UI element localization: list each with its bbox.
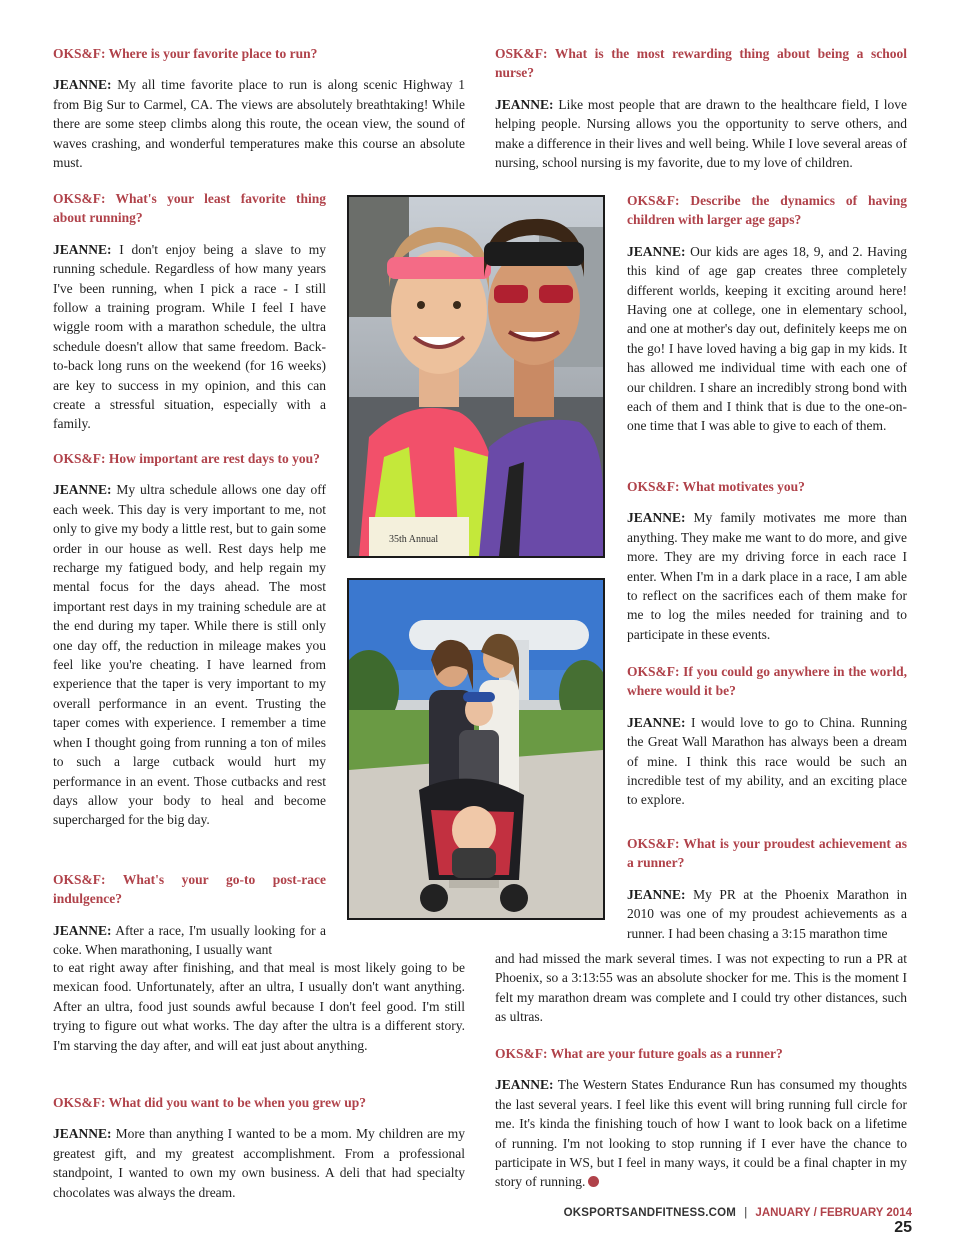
question-post-race: OKS&F: What's your go-to post-race indulgence?	[53, 872, 326, 907]
right-q4-block	[627, 662, 907, 810]
answer-speaker: JEANNE:	[627, 243, 686, 259]
question-age-gaps: OKS&F: Describe the dynamics of having children with larger age gaps?	[627, 193, 907, 228]
answer-proudest-part2: and had missed the mark several times. I was not expecting to run a PR at Phoenix, so a 3:13:55 was an absolute shocker for me. This is the moment I felt my marathon dream was complete and I could try other distances, such as ultras.	[495, 951, 907, 1025]
right-q1-block	[495, 44, 907, 172]
left-q2-block	[53, 189, 326, 434]
left-q4-continued	[53, 958, 465, 1055]
answer-text: Our kids are ages 18, 9, and 2. Having this kind of age gap creates three completely different worlds, keeping it exciting around here! Having one at college, one in elementary school, and one at mother's day out, definitely keeps me on the go! I have loved having a big gap in my kids. It has allowed me individual time with each one of our children. I share an incredibly strong bond with each of them and I think that is due to the one-on-one time that I was able to give to each of them.	[627, 243, 908, 434]
answer-post-race-part2: to eat right away after finishing, and that meal is most likely going to be mexican food. Unfortunately, after an ultra, I usually don't want anything. After an ultra, food just sounds awful because I don't feel good. I'm still trying to figure out what works. The day after the ultra is a different story. I'm starving the day after, and will eat just about anything.	[53, 960, 465, 1053]
answer-text: Like most people that are drawn to the healthcare field, I love helping people. Nursing allows you the opportunity to serve others, and make a difference in their lives and well being. While I love several areas of nursing, school nursing is my favorite, due to my love of children.	[495, 96, 907, 171]
answer-text: More than anything I wanted to be a mom. My children are my greatest gift, and my greatest accomplishment. From a professional standpoint, I wanted to own my own business. A deli that had specialty chocolates was always the dream.	[53, 1126, 465, 1200]
footer-site: OKSPORTSANDFITNESS.COM	[563, 1207, 737, 1219]
right-q5-block	[627, 834, 907, 943]
question-rest-days: OKS&F: How important are rest days to you?	[53, 451, 320, 466]
right-q3-block	[627, 477, 907, 644]
footer-separator: |	[744, 1207, 748, 1219]
answer-school-nurse	[495, 95, 907, 173]
question-future-goals: OKS&F: What are your future goals as a runner?	[495, 1046, 783, 1061]
answer-rest-days	[53, 480, 326, 829]
question-favorite-place: OKS&F: Where is your favorite place to run?	[53, 46, 318, 61]
question-least-favorite: OKS&F: What's your least favorite thing about running?	[53, 191, 326, 226]
answer-proudest-part1	[627, 885, 907, 943]
answer-age-gaps	[627, 242, 907, 436]
answer-text: My ultra schedule allows one day off each week. This day is very important to me, not only to give my body a little rest, but to gain some order in our house as well. Rest days help me recharge my fatigued body, and help regain my mental focus for the days ahead. The most important rest days in my training schedule are at the end during my taper. While there is still only one day off, the reduction in mileage makes you feel like you're cheating. I have learned from experience that the taper is very important to my overall performance in an event. Trusting the taper comes with experience. I remember a time when I thought going from running a ton of miles to such a large cutback would hurt my performance in an event. Those cutbacks and rest days allow your body to heal and become supercharged for the big day.	[53, 482, 327, 828]
photo-family-stroller	[347, 578, 605, 920]
photo-two-runners	[347, 195, 605, 558]
footer-issue: JANUARY / FEBRUARY 2014	[755, 1207, 912, 1219]
right-q2-block	[627, 191, 907, 436]
answer-post-race-part1	[53, 921, 326, 960]
answer-speaker: JEANNE:	[495, 1077, 554, 1093]
answer-text: I would love to go to China. Running the Great Wall Marathon has always been a dream of mine. I think this race would be such an incredible test of my ability, and an exciting place to explore.	[627, 714, 907, 808]
answer-text: I don't enjoy being a slave to my running schedule. Regardless of how many years I've been running, when I pick a race - I still follow a training program. While I feel I have wiggle room with a marathon schedule, the ultra schedule doesn't allow that same freedom. Back-to-back long runs on the weekend (for 16 weeks) are key to success in my opinion, and this can create a stressful situation, especially with a family.	[53, 241, 326, 432]
page-number: 25	[894, 1219, 912, 1236]
answer-text: After a race, I'm usually looking for a coke. When marathoning, I usually want	[53, 922, 326, 958]
answer-least-favorite	[53, 240, 326, 434]
answer-anywhere	[627, 713, 907, 810]
answer-speaker: JEANNE:	[53, 241, 112, 257]
question-anywhere: OKS&F: If you could go anywhere in the world, where would it be?	[627, 664, 907, 699]
left-q3-block	[53, 449, 326, 830]
answer-speaker: JEANNE:	[627, 886, 686, 902]
end-of-article-icon	[588, 1176, 599, 1187]
answer-speaker: JEANNE:	[53, 77, 112, 93]
answer-speaker: JEANNE:	[53, 922, 112, 938]
answer-text: My PR at the Phoenix Marathon in 2010 was one of my proudest achievements as a runner. I had been chasing a 3:15 marathon time	[627, 886, 908, 941]
answer-favorite-place	[53, 75, 465, 172]
right-q6-block	[495, 1044, 907, 1192]
left-q4-block	[53, 870, 326, 960]
answer-speaker: JEANNE:	[53, 1126, 112, 1142]
answer-speaker: JEANNE:	[627, 510, 686, 526]
answer-motivates	[627, 508, 907, 644]
question-grew-up: OKS&F: What did you want to be when you grew up?	[53, 1095, 367, 1110]
answer-future-goals	[495, 1075, 907, 1191]
answer-speaker: JEANNE:	[53, 482, 112, 498]
right-q5-continued	[495, 949, 907, 1027]
photo-family-stroller-image	[349, 580, 603, 918]
left-q5-block	[53, 1093, 465, 1202]
race-bib-text: 35th Annual	[389, 534, 439, 545]
question-proudest: OKS&F: What is your proudest achievement as a runner?	[627, 836, 907, 871]
left-q1-block	[53, 44, 465, 172]
answer-grew-up	[53, 1124, 465, 1202]
question-motivates: OKS&F: What motivates you?	[627, 479, 805, 494]
question-school-nurse: OSK&F: What is the most rewarding thing about being a school nurse?	[495, 46, 907, 81]
answer-speaker: JEANNE:	[495, 96, 554, 112]
answer-speaker: JEANNE:	[627, 714, 686, 730]
answer-text: My family motivates me more than anything. They make me want to do more, and give more. They are my driving force in each race I enter. When I'm in a dark place in a race, I am able to reflect on the sacrifices each of them make for me to log the miles needed for training and to participate in these events.	[627, 510, 907, 642]
page-footer	[560, 1207, 912, 1237]
answer-text: My all time favorite place to run is along scenic Highway 1 from Big Sur to Carmel, CA. The views are absolutely breathtaking! While there are some steep climbs along this route, the ocean view, the sound of waves crashing, and wonderful temperatures make this course an absolute must.	[53, 77, 465, 171]
photo-two-runners-image	[349, 197, 603, 556]
answer-text: The Western States Endurance Run has consumed my thoughts the last several years. I feel like this event will bring running full circle for me. It's kinda the finishing touch of how I want to look back on a lifetime of running. I'm not looking to stop running if I ever have the chance to participate in WS, but I feel in many ways, it could be a final chapter in my story of running.	[495, 1077, 907, 1190]
